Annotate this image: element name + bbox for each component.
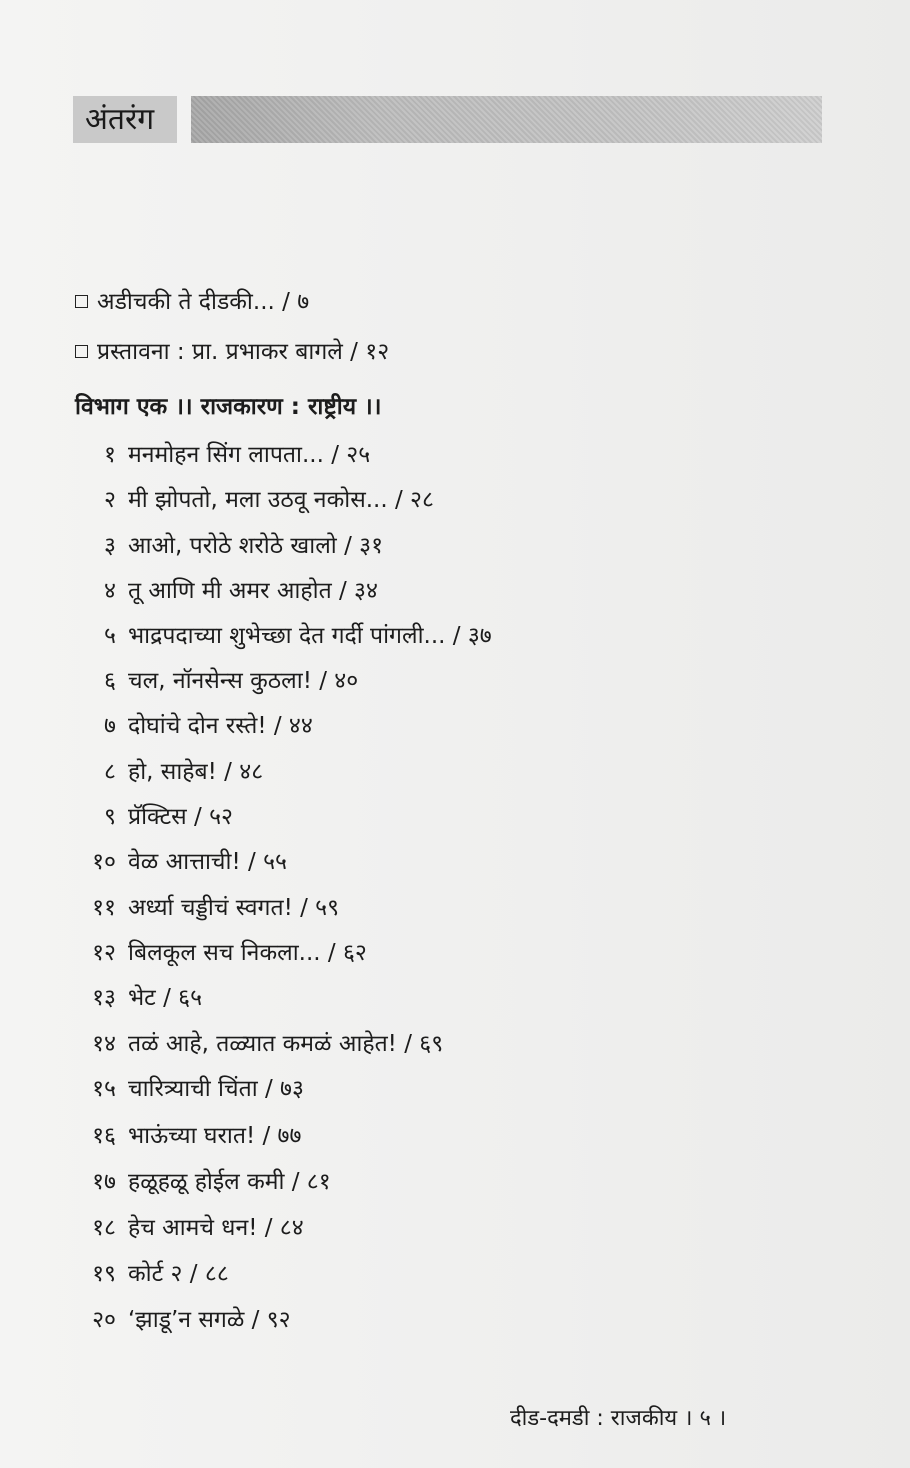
entry-number: १० [92, 849, 116, 875]
entry-number: २ [104, 487, 116, 513]
toc-entry [70, 711, 313, 741]
entry-number: १३ [92, 985, 116, 1011]
entry-title: चल, नॉनसेन्स कुठला! / ४० [128, 668, 359, 694]
entry-number: ८ [104, 759, 116, 785]
entry-number: ६ [104, 668, 116, 694]
entry-title: आओ, परोठे शरोठे खालो / ३१ [128, 533, 384, 559]
toc-entry [70, 440, 370, 470]
entry-title: हळूहळू होईल कमी / ८१ [128, 1169, 331, 1195]
entry-number: १६ [92, 1123, 116, 1149]
entry-title: कोर्ट २ / ८८ [128, 1261, 229, 1287]
entry-number: ९ [104, 804, 116, 830]
square-bullet-icon [75, 345, 88, 358]
toc-entry [70, 1074, 304, 1104]
entry-number: १२ [92, 940, 116, 966]
entry-number: १ [104, 442, 116, 468]
entry-number: ७ [104, 713, 116, 739]
entry-number: १५ [92, 1076, 116, 1102]
front-matter-text: अडीचकी ते दीडकी... / ७ [97, 289, 310, 315]
page-footer: दीड-दमडी : राजकीय । ५ । [510, 1406, 727, 1431]
entry-title: भाद्रपदाच्या शुभेच्छा देत गर्दी पांगली... / ३७ [128, 623, 492, 649]
toc-entry [70, 1213, 304, 1243]
entry-number: ३ [104, 533, 116, 559]
toc-entry [70, 893, 339, 923]
toc-entry [70, 531, 383, 561]
entry-title: चारित्र्याची चिंता / ७३ [128, 1076, 304, 1102]
front-matter-item [75, 287, 309, 317]
entry-title: हेच आमचे धन! / ८४ [128, 1215, 304, 1241]
entry-number: १४ [92, 1031, 116, 1057]
entry-title: दोघांचे दोन रस्ते! / ४४ [128, 713, 313, 739]
square-bullet-icon [75, 295, 88, 308]
toc-entry [70, 938, 367, 968]
entry-number: १७ [92, 1169, 116, 1195]
entry-title: तू आणि मी अमर आहोत / ३४ [128, 578, 378, 604]
toc-entry [70, 802, 233, 832]
entry-title: मनमोहन सिंग लापता... / २५ [128, 442, 371, 468]
toc-entry [70, 485, 434, 515]
front-matter-text: प्रस्तावना : प्रा. प्रभाकर बागले / १२ [97, 339, 390, 365]
toc-entry [70, 666, 358, 696]
entry-number: ५ [104, 623, 116, 649]
section-heading: विभाग एक ।। राजकारण : राष्ट्रीय ।। [75, 394, 382, 420]
entry-title: ‘झाडू’न सगळे / ९२ [128, 1307, 291, 1333]
entry-title: हो, साहेब! / ४८ [128, 759, 264, 785]
toc-entry [70, 621, 492, 651]
toc-entry [70, 1029, 443, 1059]
toc-entry [70, 1121, 301, 1151]
contents-title: अंतरंग [73, 96, 177, 143]
entry-title: प्रॅक्टिस / ५२ [128, 804, 234, 830]
toc-entry [70, 1167, 331, 1197]
toc-entry [70, 757, 263, 787]
entry-title: भेट / ६५ [128, 985, 203, 1011]
toc-entry [70, 983, 202, 1013]
toc-entry [70, 1259, 229, 1289]
entry-number: १८ [92, 1215, 116, 1241]
front-matter-item [75, 337, 389, 367]
entry-title: तळं आहे, तळ्यात कमळं आहेत! / ६९ [128, 1031, 444, 1057]
toc-entry [70, 1305, 291, 1335]
entry-title: वेळ आत्ताची! / ५५ [128, 849, 288, 875]
entry-number: ४ [104, 578, 116, 604]
toc-entry [70, 847, 287, 877]
entry-number: २० [92, 1307, 116, 1333]
toc-entry [70, 576, 378, 606]
entry-title: बिलकूल सच निकला... / ६२ [128, 940, 367, 966]
entry-title: भाऊंच्या घरात! / ७७ [128, 1123, 302, 1149]
entry-number: ११ [92, 895, 116, 921]
entry-title: मी झोपतो, मला उठवू नकोस... / २८ [128, 487, 434, 513]
entry-number: १९ [92, 1261, 116, 1287]
entry-title: अर्ध्या चड्डीचं स्वगत! / ५९ [128, 895, 340, 921]
